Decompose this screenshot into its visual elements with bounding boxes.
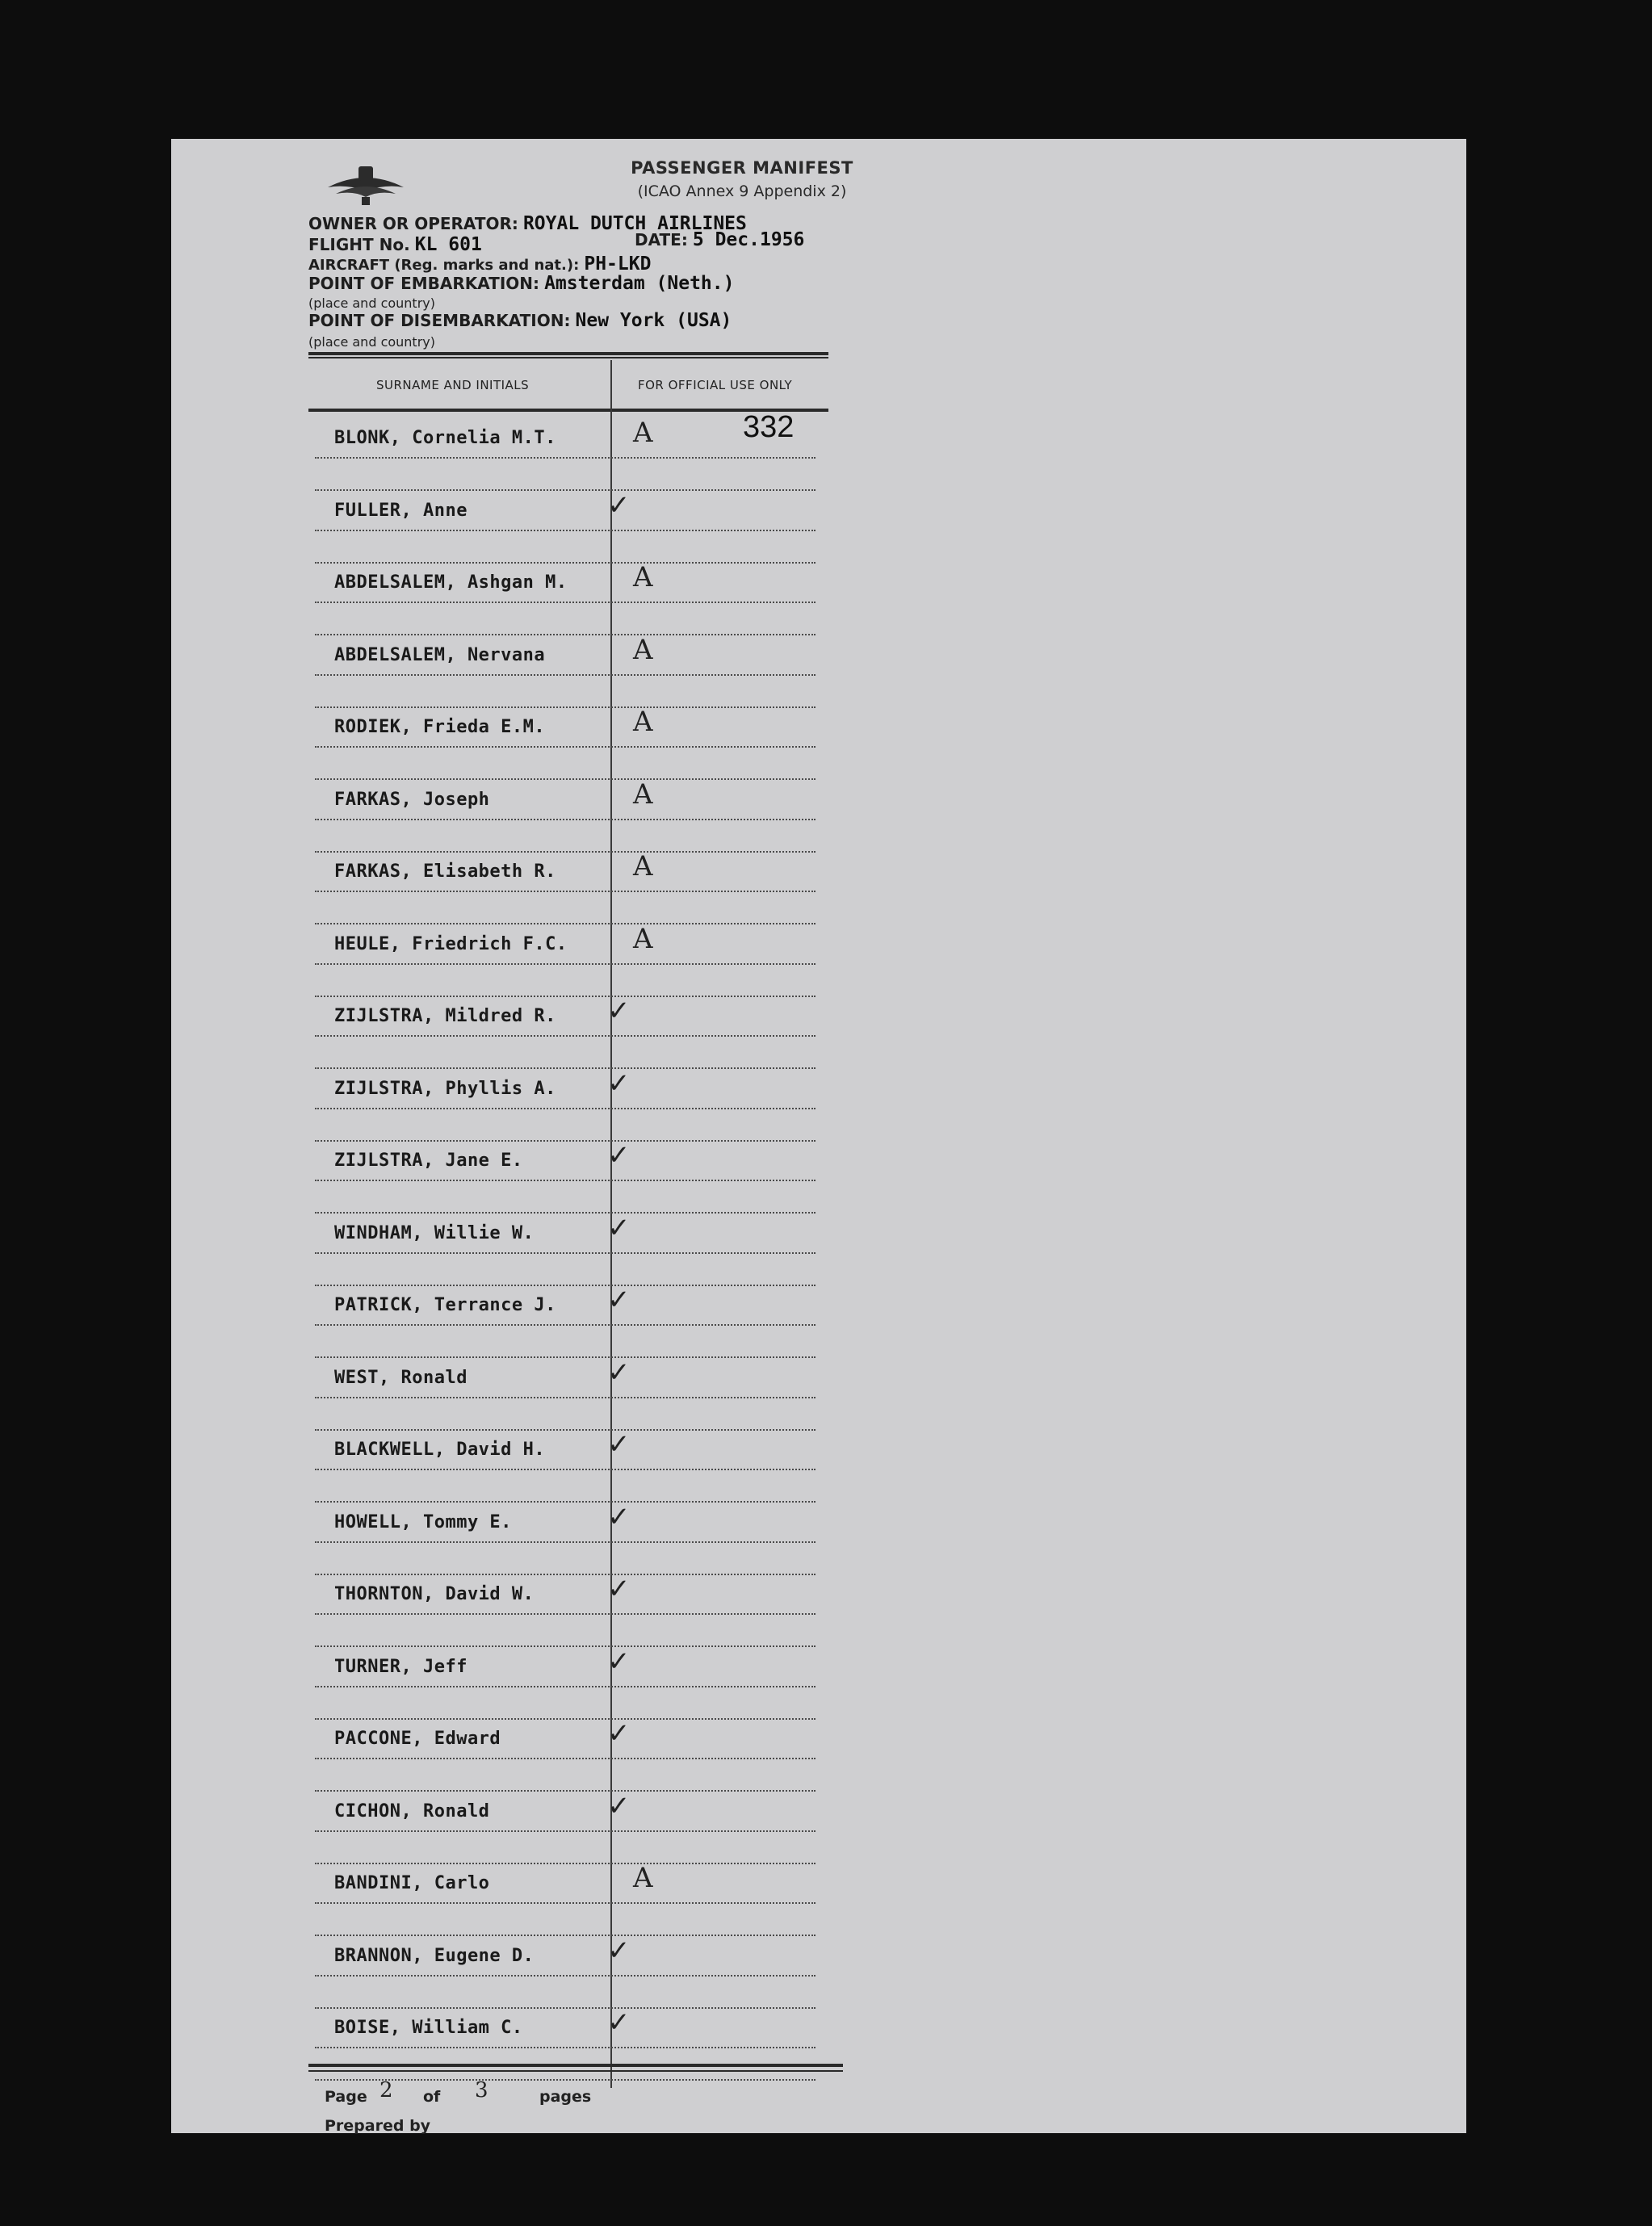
disembark-sub: (place and country): [308, 334, 435, 350]
row-divider: [315, 923, 816, 924]
passenger-name: BLACKWELL, David H.: [334, 1440, 546, 1460]
passenger-name: RODIEK, Frieda E.M.: [334, 717, 546, 737]
row-divider: [315, 562, 816, 564]
checkmark-icon: ✓: [607, 1573, 631, 1605]
date-value: 5 Dec.1956: [692, 229, 805, 250]
checkmark-icon: ✓: [607, 1934, 631, 1967]
row-divider: [315, 851, 816, 853]
row-divider: [315, 819, 816, 820]
row-divider: [315, 1718, 816, 1720]
row-divider: [315, 1790, 816, 1792]
date-label: DATE:: [635, 230, 688, 249]
page-number: 2: [379, 2078, 393, 2102]
prepared-by-label: Prepared by: [325, 2117, 431, 2135]
passenger-name: HEULE, Friedrich F.C.: [334, 933, 568, 954]
passenger-name: BANDINI, Carlo: [334, 1873, 490, 1893]
row-divider: [315, 1613, 816, 1615]
checkmark-icon: ✓: [607, 1428, 631, 1461]
owner-label: OWNER OR OPERATOR:: [308, 214, 518, 233]
disembark-label: POINT OF DISEMBARKATION:: [308, 311, 571, 330]
checkmark-icon: ✓: [607, 1645, 631, 1678]
footer-rule: [308, 2064, 843, 2067]
embark-line: [308, 273, 734, 294]
disembark-line: [308, 310, 732, 331]
row-divider: [315, 1212, 816, 1214]
official-mark-a: A: [633, 778, 653, 811]
row-divider: [315, 602, 816, 603]
flight-value: KL 601: [414, 234, 482, 255]
row-divider: [315, 2007, 816, 2009]
aircraft-value: PH-LKD: [584, 254, 652, 275]
passenger-name: ZIJLSTRA, Jane E.: [334, 1151, 523, 1171]
checkmark-icon: ✓: [607, 1284, 631, 1316]
manifest-page: [171, 139, 1466, 2133]
row-divider: [315, 1645, 816, 1647]
owner-value: ROYAL DUTCH AIRLINES: [522, 213, 747, 234]
disembark-value: New York (USA): [575, 310, 732, 331]
passenger-name: BRANNON, Eugene D.: [334, 1945, 535, 1966]
passenger-name: HOWELL, Tommy E.: [334, 1511, 512, 1532]
row-divider: [315, 1324, 816, 1326]
row-divider: [315, 1975, 816, 1977]
row-divider: [315, 891, 816, 892]
checkmark-icon: ✓: [607, 1717, 631, 1750]
row-divider: [315, 1574, 816, 1575]
row-divider: [315, 1758, 816, 1759]
row-divider: [315, 530, 816, 531]
checkmark-icon: ✓: [607, 488, 631, 522]
passenger-name: PATRICK, Terrance J.: [334, 1295, 556, 1315]
row-divider: [315, 489, 816, 491]
document-subtitle: (ICAO Annex 9 Appendix 2): [637, 182, 847, 200]
header-rule: [308, 352, 828, 355]
flight-line: [308, 234, 482, 255]
row-divider: [315, 2047, 816, 2048]
of-label: of: [423, 2088, 441, 2106]
row-divider: [315, 1469, 816, 1470]
passenger-name: FULLER, Anne: [334, 500, 468, 521]
row-divider: [315, 1356, 816, 1358]
passenger-name: ZIJLSTRA, Phyllis A.: [334, 1078, 556, 1099]
row-divider: [315, 1935, 816, 1936]
passenger-name: TURNER, Jeff: [334, 1656, 468, 1677]
row-divider: [315, 1429, 816, 1431]
passenger-name: FARKAS, Joseph: [334, 789, 490, 810]
row-divider: [315, 1140, 816, 1142]
official-mark-a: A: [633, 850, 653, 882]
pages-label: pages: [539, 2088, 592, 2106]
aircraft-label: AIRCRAFT (Reg. marks and nat.):: [308, 257, 580, 274]
official-number: 332: [743, 410, 795, 444]
row-divider: [315, 1180, 816, 1181]
row-divider: [315, 963, 816, 965]
checkmark-icon: ✓: [607, 995, 631, 1027]
official-mark-a: A: [633, 633, 653, 666]
passenger-name: FARKAS, Elisabeth R.: [334, 861, 556, 882]
checkmark-icon: ✓: [607, 1067, 631, 1100]
row-divider: [315, 634, 816, 635]
official-mark-a: A: [633, 417, 653, 449]
row-divider: [315, 1501, 816, 1503]
header-rule-thin: [308, 357, 828, 358]
row-divider: [315, 1108, 816, 1109]
embark-label: POINT OF EMBARKATION:: [308, 274, 540, 293]
passenger-name: THORNTON, David W.: [334, 1584, 535, 1604]
passenger-name: WINDHAM, Willie W.: [334, 1222, 535, 1243]
document-title: PASSENGER MANIFEST: [631, 158, 853, 178]
checkmark-icon: ✓: [607, 1789, 631, 1822]
checkmark-icon: ✓: [607, 1139, 631, 1172]
row-divider: [315, 778, 816, 780]
row-divider: [315, 1285, 816, 1286]
page-label: Page: [325, 2088, 367, 2106]
column-official-header: FOR OFFICIAL USE ONLY: [638, 378, 793, 392]
row-divider: [315, 674, 816, 676]
row-divider: [315, 706, 816, 708]
passenger-name: WEST, Ronald: [334, 1367, 468, 1388]
row-divider: [315, 1541, 816, 1543]
embark-sub: (place and country): [308, 296, 435, 311]
flight-label: FLIGHT No.: [308, 235, 410, 254]
checkmark-icon: ✓: [607, 1500, 631, 1533]
embark-value: Amsterdam (Neth.): [544, 273, 735, 294]
official-mark-a: A: [633, 1862, 653, 1894]
checkmark-icon: ✓: [607, 1211, 631, 1244]
row-divider: [315, 1902, 816, 1904]
passenger-name: ABDELSALEM, Ashgan M.: [334, 572, 568, 593]
checkmark-icon: ✓: [607, 2006, 631, 2039]
row-divider: [315, 1863, 816, 1864]
row-divider: [315, 1067, 816, 1069]
row-divider: [315, 746, 816, 748]
row-divider: [315, 1686, 816, 1687]
row-divider: [315, 996, 816, 997]
passenger-name: BLONK, Cornelia M.T.: [334, 428, 556, 448]
date-line: [635, 229, 804, 250]
passenger-name: PACCONE, Edward: [334, 1729, 501, 1749]
official-mark-a: A: [633, 706, 653, 738]
official-mark-a: A: [633, 922, 653, 955]
airline-crown-logo-icon: [321, 163, 410, 208]
row-divider: [315, 1397, 816, 1398]
row-divider: [315, 1252, 816, 1254]
column-name-header: SURNAME AND INITIALS: [376, 378, 530, 392]
checkmark-icon: ✓: [607, 1356, 631, 1389]
passenger-name: ABDELSALEM, Nervana: [334, 644, 546, 665]
row-divider: [315, 457, 816, 459]
total-pages: 3: [475, 2078, 488, 2102]
passenger-name: BOISE, William C.: [334, 2018, 523, 2038]
official-mark-a: A: [633, 561, 653, 593]
row-divider: [315, 1035, 816, 1037]
aircraft-line: [308, 254, 651, 275]
passenger-name: CICHON, Ronald: [334, 1801, 490, 1821]
footer-rule-thin: [308, 2070, 843, 2072]
passenger-name: ZIJLSTRA, Mildred R.: [334, 1006, 556, 1026]
row-divider: [315, 1830, 816, 1832]
